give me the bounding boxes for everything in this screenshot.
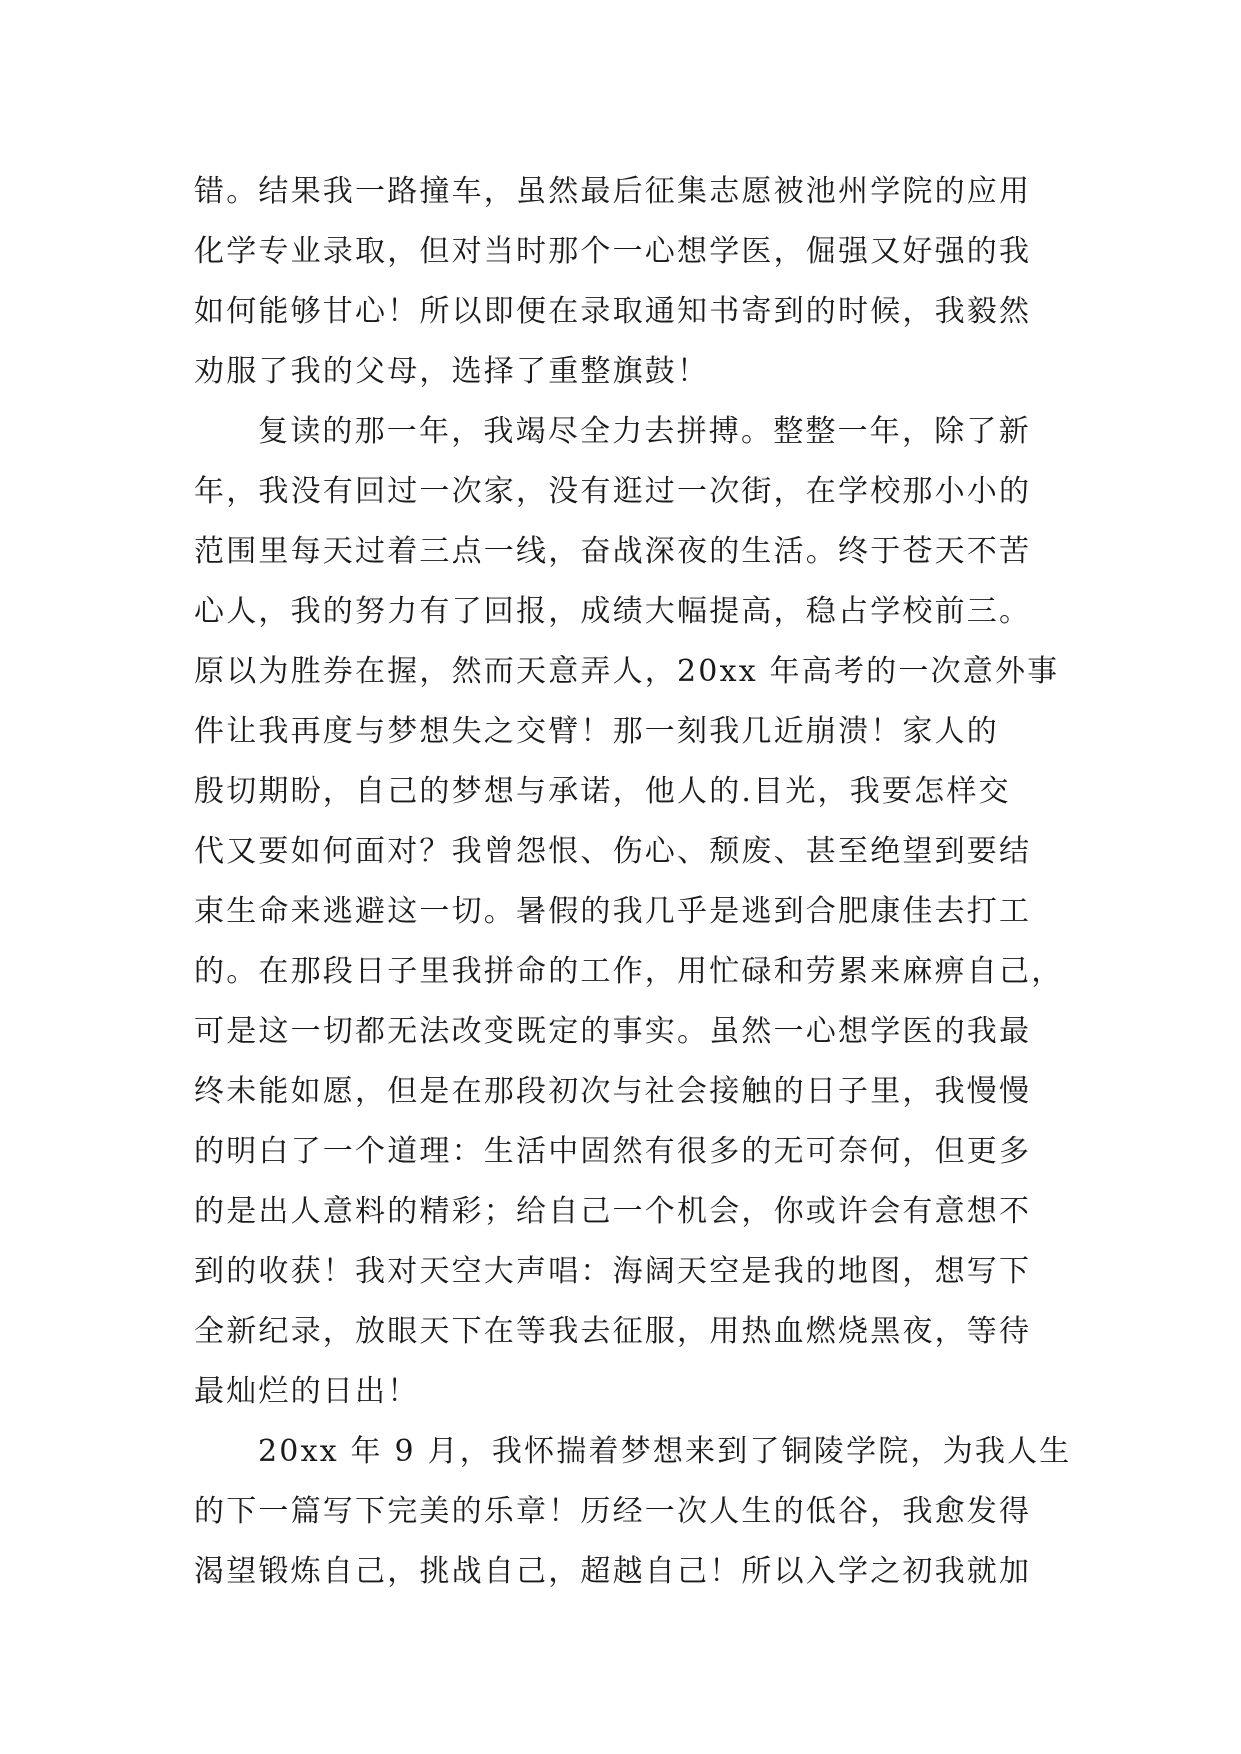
- text-line: 可是这一切都无法改变既定的事实。虽然一心想学医的我最: [194, 1014, 1032, 1049]
- text-line: 心人，我的努力有了回报，成绩大幅提高，稳占学校前三。: [194, 594, 1032, 629]
- text-line: 的是出人意料的精彩；给自己一个机会，你或许会有意想不: [194, 1194, 1032, 1229]
- text-line: 错。结果我一路撞车，虽然最后征集志愿被池州学院的应用: [194, 174, 1032, 209]
- text-line: 的。在那段日子里我拼命的工作，用忙碌和劳累来麻痹自己，: [194, 954, 1064, 989]
- text-line: 最灿烂的日出！: [194, 1374, 420, 1409]
- paragraph-first-line: 复读的那一年，我竭尽全力去拼搏。整整一年，除了新: [258, 414, 1031, 449]
- text-line: 的明白了一个道理：生活中固然有很多的无可奈何，但更多: [194, 1134, 1032, 1169]
- text-line: 劝服了我的父母，选择了重整旗鼓！: [194, 354, 710, 389]
- text-line: 件让我再度与梦想失之交臂！那一刻我几近崩溃！家人的: [194, 714, 999, 749]
- text-line: 到的收获！我对天空大声唱：海阔天空是我的地图，想写下: [194, 1254, 1032, 1289]
- text-line: 殷切期盼，自己的梦想与承诺，他人的.目光，我要怎样交: [194, 774, 1011, 809]
- text-line: 化学专业录取，但对当时那个一心想学医，倔强又好强的我: [194, 234, 1032, 269]
- document-body: [194, 162, 1072, 1602]
- text-line: 如何能够甘心！所以即便在录取通知书寄到的时候，我毅然: [194, 294, 1032, 329]
- text-line: 原以为胜券在握，然而天意弄人，20xx 年高考的一次意外事: [194, 654, 1060, 689]
- text-line: 的下一篇写下完美的乐章！历经一次人生的低谷，我愈发得: [194, 1494, 1032, 1529]
- text-line: 全新纪录，放眼天下在等我去征服，用热血燃烧黑夜，等待: [194, 1314, 1032, 1349]
- text-line: 范围里每天过着三点一线，奋战深夜的生活。终于苍天不苦: [194, 534, 1032, 569]
- text-line: 年，我没有回过一次家，没有逛过一次街，在学校那小小的: [194, 474, 1032, 509]
- text-line: 束生命来逃避这一切。暑假的我几乎是逃到合肥康佳去打工: [194, 894, 1032, 929]
- text-line: 渴望锻炼自己，挑战自己，超越自己！所以入学之初我就加: [194, 1554, 1032, 1589]
- text-line: 终未能如愿，但是在那段初次与社会接触的日子里，我慢慢: [194, 1074, 1032, 1109]
- text-line: 代又要如何面对？我曾怨恨、伤心、颓废、甚至绝望到要结: [194, 834, 1032, 869]
- paragraph-first-line: 20xx 年 9 月，我怀揣着梦想来到了铜陵学院，为我人生: [258, 1434, 1072, 1469]
